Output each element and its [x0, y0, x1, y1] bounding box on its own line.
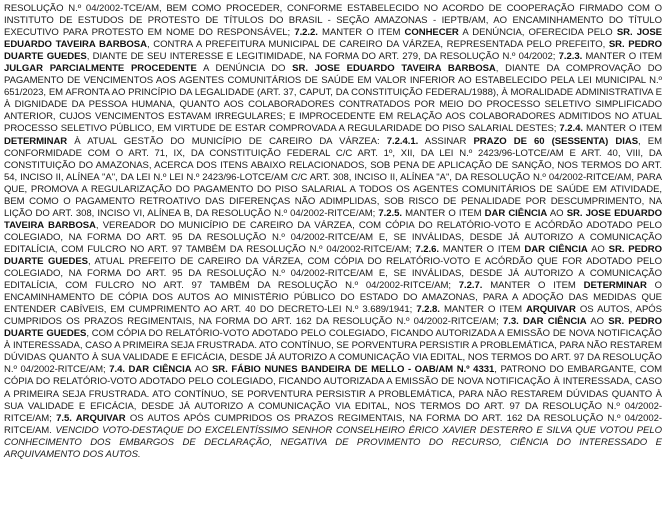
- action-keyword: DETERMINAR: [583, 280, 647, 292]
- person-name: SR. JOSE EDUARDO TAVEIRA BARBOSA: [4, 207, 662, 231]
- item-number: 7.2.4.: [559, 123, 583, 135]
- text-segment: MANTER O ITEM: [402, 207, 485, 219]
- text-segment: MANTER O ITEM: [482, 280, 584, 292]
- text-segment: , EM CONFORMIDADE COM O ART. 71, IX, DA CONSTITUIÇÃO FEDERAL C/C ART. 1º, XII, DA LEI N.º 2423/96-LOTCE/AM E ART. 40, VIII, DA CONSTITUIÇÃO DO AMAZONAS, ACERCA DOS ITENS ABAIXO RELACIONADOS, SOB PENA DE APLICAÇÃO DE SANÇÃO, NOS TERMOS DO ART. 54, INCISO II, ALÍNEA "A", DA LEI N.º LEI N.º 2423/96-LOTCE/AM C/C ART. 308, INCISO II, ALÍNEA "A", DA RESOLUÇÃO N.º 04/2002-RITCE/AM, PARA QUE, PROMOVA A REGULARIZAÇÃO DO PAGAMENTO DO PISO SALARIAL A TODOS OS AGENTES COMUNITÁRIOS DE SAÚDE EM ATIVIDADE, BEM COMO O PAGAMENTO RETROATIVO DAS DIFERENÇAS NÃO ADIMPLIDAS, SOB RISCO DE PENALIDADE POR DESCUMPRIMENTO, NA LIÇÃO DO ART. 308, INCISO VI, ALÍNEA B, DA RESOLUÇÃO N.º 04/2002-RITCE/AM;: [4, 135, 662, 219]
- item-heading: 7.3. DAR CIÊNCIA: [503, 316, 587, 328]
- item-number: 7.2.2.: [294, 27, 318, 39]
- text-segment: , CONTRA A PREFEITURA MUNICIPAL DE CAREIRO DA VÁRZEA, REPRESENTADA PELO PREFEITO,: [146, 39, 609, 51]
- text-segment: MANTER O ITEM: [439, 304, 527, 316]
- item-number: 7.2.4.1.: [386, 135, 419, 147]
- text-segment: , VEREADOR DO MUNICÍPIO DE CAREIRO DA VÁRZEA, COM CÓPIA DO RELATÓRIO-VOTO E ACÓRDÃO ADOTADO PELO COLEGIADO, NA FORMA DO ART. 95 DA RESOLUÇÃO N.º 04/2002-RITCE/AM E, SE INVÁLIDAS, DESDE JÁ AUTORIZO A COMUNICAÇÃO EDITALÍCIA, COM FULCRO NO ART. 97 TAMBÉM DA RESOLUÇÃO N.º 04/2002-RITCE/AM;: [4, 219, 662, 255]
- person-name: SR. JOSE EDUARDO TAVEIRA BARBOSA: [292, 63, 496, 75]
- dissenting-vote-note: VENCIDO VOTO-DESTAQUE DO EXCELENTÍSSIMO SENHOR CONSELHEIRO ÉRICO XAVIER DESTERRO E SILVA QUE VOTOU PELO CONHECIMENTO DOS EMBARGOS DE DECLARAÇÃO, NEGATIVA DE PROVIMENTO DO RECURSO, CIÊNCIA DO INTERESSADO E ARQUIVAMENTO DOS AUTOS.: [4, 424, 662, 460]
- item-heading: 7.4. DAR CIÊNCIA: [109, 364, 192, 376]
- person-name: SR. JOSE EDUARDO TAVEIRA BARBOSA: [4, 27, 662, 51]
- person-name: SR. PEDRO DUARTE GUEDES: [4, 316, 662, 340]
- action-keyword: DAR CIÊNCIA: [524, 243, 588, 255]
- text-segment: MANTER O ITEM: [582, 51, 662, 63]
- action-keyword: ARQUIVAR: [526, 304, 576, 316]
- text-segment: , ATUAL PREFEITO DE CAREIRO DA VÁRZEA, COM CÓPIA DO RELATÓRIO-VOTO E ACÓRDÃO QUE FOR ADOTADO PELO COLEGIADO, NA FORMA DO ART. 95 DA RESOLUÇÃO N.º 04/2002-RITCE/AM E, SE INVÁLIDAS, DESDE JÁ AUTORIZO A COMUNICAÇÃO EDITALÍCIA, COM FULCRO NO ART. 97 TAMBÉM DA RESOLUÇÃO N.º 04/2002-RITCE/AM;: [4, 255, 662, 292]
- item-number: 7.2.7.: [458, 280, 483, 292]
- text-segment: AO: [547, 207, 567, 219]
- text-segment: ASSINAR: [418, 135, 474, 147]
- person-name: SR. FÁBIO NUNES BANDEIRA DE MELLO - OAB/AM N.º 4331: [211, 364, 495, 376]
- text-segment: RESOLUÇÃO N.º 04/2002-TCE/AM, BEM COMO PROCEDER, CONFORME ESTABELECIDO NO ACORDO DE COOPERAÇÃO FIRMADO COM O INSTITUTO DE ESTUDOS DE PROTESTO DE TÍTULOS DO BRASIL - SEÇÃO AMAZONAS - IEPTB/AM, AO ENCAMINHAMENTO DO TÍTULO EXECUTIVO PARA PROTESTO EM NOME DO RESPONSÁVEL;: [4, 3, 662, 39]
- text-segment: MANTER O ITEM: [582, 123, 663, 135]
- item-number: 7.2.8.: [416, 304, 440, 316]
- resolution-paragraph: [4, 3, 662, 461]
- text-segment: , DIANTE DE SEU INTERESSE E LEGITIMIDADE, NA FORMA DO ART. 279, DA RESOLUÇÃO N.º 04/2002;: [86, 51, 559, 63]
- text-segment: , COM CÓPIA DO RELATÓRIO-VOTO ADOTADO PELO COLEGIADO, FICANDO AUTORIZADA A EMISSÃO DE NOVA NOTIFICAÇÃO À INTERESSADA, CASO A PRIMEIRA SEJA FRUSTRADA. ATO CONTÍNUO, SE PORVENTURA PERSISTIR A PROBLEMÁTICA, PARA NÃO RESTAREM DÚVIDAS QUANTO À SUA VALIDADE E EFICÁCIA, DESDE JÁ AUTORIZO A COMUNICAÇÃO VIA EDITAL, NOS TERMOS DO ART. 97 DA RESOLUÇÃO N.º 04/2002-RITCE/AM;: [4, 328, 662, 376]
- text-segment: AO: [586, 316, 609, 328]
- action-keyword: CONHECER: [404, 27, 459, 39]
- text-segment: , DIANTE DA COMPROVAÇÃO DO PAGAMENTO DE VENCIMENTOS AOS AGENTES COMUNITÁRIOS DE SAÚDE EM VALOR INFERIOR AO ESTABELECIDO PELA LEI MUNICIPAL N.º 651/2023, EM AFRONTA AO PRINCÍPIO DA LEGALIDADE (ART. 37, CAPUT, DA CONSTITUIÇÃO FEDERAL/1988), À MORALIDADE ADMINISTRATIVA E À DIGNIDADE DA PESSOA HUMANA, QUANTO AOS COLABORADORES CONTRATADOS POR MEIO DO PROCESSO SELETIVO SIMPLIFICADO ANTERIOR, CUJOS VENCIMENTOS ESTAVAM IRREGULARES; E IMPROCEDENTE EM RELAÇÃO AOS COLABORADORES ADMITIDOS NO ATUAL PROCESSO SELETIVO PÚBLICO, EM VIRTUDE DE ESTAR COMPROVADA A REGULARIDADE DO PISO SALARIAL DESTES;: [4, 63, 663, 135]
- action-keyword: JULGAR PARCIALMENTE PROCEDENTE: [4, 63, 197, 75]
- person-name: SR. PEDRO DUARTE GUEDES: [4, 39, 662, 63]
- text-segment: , PATRONO DO EMBARGANTE, COM CÓPIA DO RELATÓRIO-VOTO ADOTADO PELO COLEGIADO, FICANDO AUTORIZADA A EMISSÃO DE NOVA NOTIFICAÇÃO À INTERESSADA, CASO A PRIMEIRA SEJA FRUSTRADA. ATO CONTÍNUO, SE PORVENTURA PERSISTIR A PROBLEMÁTICA, PARA NÃO RESTAREM DÚVIDAS QUANTO À SUA VALIDADE E EFICÁCIA, DESDE JÁ AUTORIZO A COMUNICAÇÃO VIA EDITAL, NOS TERMOS DO ART. 97 DA RESOLUÇÃO N.º 04/2002-RITCE/AM;: [4, 364, 662, 424]
- text-segment: AO: [587, 243, 609, 255]
- text-segment: OS AUTOS APÓS CUMPRIDOS OS PRAZOS REGIMENTAIS, NA FORMA DO ART. 162 DA RESOLUÇÃO N.º 04/2002-RITCE/AM.: [4, 412, 662, 436]
- deadline: PRAZO DE 60 (SESSENTA) DIAS: [473, 135, 639, 147]
- item-number: 7.2.3.: [558, 51, 583, 63]
- text-segment: OS AUTOS, APÓS CUMPRIDOS OS PRAZOS REGIMENTAIS, NA FORMA DO ART. 162 DA RESOLUÇÃO N.º 04/2002-RITCE/AM;: [4, 304, 663, 328]
- item-number: 7.2.6.: [415, 243, 439, 255]
- action-keyword: DETERMINAR: [4, 135, 68, 147]
- text-segment: AO: [191, 364, 212, 376]
- text-segment: MANTER O ITEM: [438, 243, 525, 255]
- text-segment: A DENÚNCIA, OFERECIDA PELO: [458, 27, 617, 39]
- item-number: 7.2.5.: [378, 207, 403, 219]
- action-keyword: DAR CIÊNCIA: [484, 207, 548, 219]
- text-segment: O ENCAMINHAMENTO DE CÓPIA DOS AUTOS AO MINISTÉRIO PÚBLICO DO ESTADO DO AMAZONAS, PARA A ADOÇÃO DAS MEDIDAS QUE ENTENDER CABÍVEIS, EM CUMPRIMENTO AO ART. 40 DO DECRETO-LEI N.º 3.689/1941;: [4, 280, 662, 316]
- text-segment: A DENÚNCIA DO: [196, 63, 293, 75]
- text-segment: MANTER O ITEM: [317, 27, 405, 39]
- item-heading: 7.5. ARQUIVAR: [56, 412, 126, 424]
- person-name: SR. PEDRO DUARTE GUEDES: [4, 243, 662, 267]
- text-segment: À ATUAL GESTÃO DO MUNICÍPIO DE CAREIRO DA VÁRZEA:: [67, 135, 387, 147]
